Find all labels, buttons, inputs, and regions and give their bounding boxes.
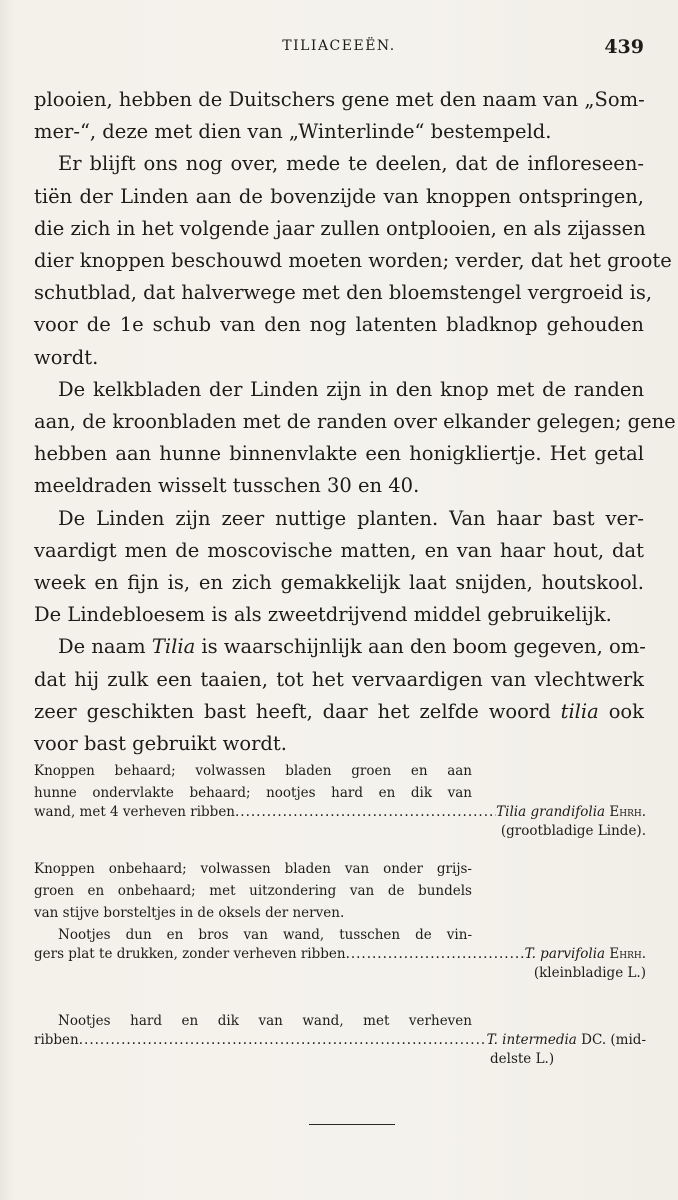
key-text: wand, met 4 verheven ribben bbox=[34, 804, 236, 820]
key-entry-onbehaard bbox=[34, 858, 646, 984]
text-line: De kelkbladen der Linden zijn in den knop met de randen bbox=[58, 377, 644, 401]
taxon-author: DC. (mid- bbox=[581, 1032, 646, 1048]
taxon-name bbox=[487, 1032, 646, 1048]
body-text bbox=[34, 84, 676, 760]
taxon-italic: Tilia grandifolia bbox=[496, 804, 606, 820]
common-name: (kleinbladige L.) bbox=[533, 965, 646, 981]
key-line-leader bbox=[34, 804, 646, 820]
text-run: is waarschijnlijk aan den boom gegeven, om- bbox=[195, 635, 646, 659]
common-name: delste L.) bbox=[490, 1051, 555, 1067]
page-number: 439 bbox=[604, 36, 644, 58]
text-run: De naam bbox=[58, 635, 152, 659]
taxon-italic: T. parvifolia bbox=[524, 946, 606, 962]
common-name: (grootbladige Linde). bbox=[500, 823, 646, 839]
text-run: zeer geschikten bast heeft, daar het zelfde woord bbox=[34, 699, 561, 723]
key-entry-intermedia bbox=[34, 1010, 646, 1070]
key-entry-grandifolia bbox=[34, 760, 646, 842]
key-text: Nootjes dun en bros van wand, tusschen de vin- bbox=[58, 927, 472, 943]
key-text: van stijve borsteltjes in de oksels der nerven. bbox=[34, 905, 345, 921]
section-end-rule bbox=[309, 1124, 395, 1125]
key-text: ribben bbox=[34, 1032, 79, 1048]
key-line bbox=[34, 880, 472, 902]
key-text: Nootjes hard en dik van wand, met verheven bbox=[58, 1013, 472, 1029]
text-line: mer-“, deze met dien van „Winterlinde“ bestempeld. bbox=[34, 120, 552, 144]
key-line-leader bbox=[34, 946, 646, 962]
text-line: dier knoppen beschouwd moeten worden; verder, dat het groote bbox=[34, 249, 672, 273]
text-line: meeldraden wisselt tusschen 30 en 40. bbox=[34, 474, 420, 498]
text-line: week en fijn is, en zich gemakkelijk laat snijden, houtskool. bbox=[34, 571, 644, 595]
taxon-italic: T. intermedia bbox=[486, 1032, 577, 1048]
text-line: voor bast gebruikt wordt. bbox=[34, 732, 287, 756]
running-head: TILIACEEËN. bbox=[282, 38, 396, 54]
taxon-author: Ehrh. bbox=[609, 946, 646, 962]
taxon-name bbox=[525, 946, 646, 962]
text-line: Er blijft ons nog over, mede te deelen, dat de infloreseen- bbox=[58, 152, 644, 176]
key-text: Knoppen onbehaard; volwassen bladen van onder grijs- bbox=[34, 861, 472, 877]
text-line: hebben aan hunne binnenvlakte een honigkliertje. Het getal bbox=[34, 442, 644, 466]
text-line: dat hij zulk een taaien, tot het vervaardigen van vlechtwerk bbox=[34, 667, 644, 691]
text-line: wordt. bbox=[34, 345, 99, 369]
taxon-name bbox=[496, 804, 646, 820]
text-run: ook bbox=[598, 699, 644, 723]
key-line bbox=[34, 924, 472, 946]
text-line: voor de 1e schub van den nog latenten bladknop gehouden bbox=[34, 313, 644, 337]
key-line bbox=[34, 782, 472, 804]
text-line: tiën der Linden aan de bovenzijde van knoppen ontspringen, bbox=[34, 184, 644, 208]
text-line bbox=[34, 631, 644, 663]
text-line: schutblad, dat halverwege met den bloemstengel vergroeid is, bbox=[34, 281, 653, 305]
text-line: aan, de kroonbladen met de randen over elkander gelegen; gene bbox=[34, 410, 676, 434]
key-text: gers plat te drukken, zonder verheven ribben bbox=[34, 946, 346, 962]
dot-leader bbox=[235, 804, 496, 820]
key-text: Knoppen behaard; volwassen bladen groen en aan bbox=[34, 763, 472, 779]
taxon-author: Ehrh. bbox=[609, 804, 646, 820]
text-line: die zich in het volgende jaar zullen ontplooien, en als zijassen bbox=[34, 216, 646, 240]
dot-leader bbox=[79, 1032, 487, 1048]
dot-leader bbox=[346, 946, 525, 962]
key-text: groen en onbehaard; met uitzondering van de bundels bbox=[34, 883, 472, 899]
text-line: De Lindebloesem is als zweetdrijvend middel gebruikelijk. bbox=[34, 603, 612, 627]
key-line bbox=[34, 760, 472, 782]
text-line: vaardigt men de moscovische matten, en van haar hout, dat bbox=[34, 538, 644, 562]
key-line bbox=[34, 858, 472, 880]
key-line-leader bbox=[34, 1032, 646, 1048]
text-line: plooien, hebben de Duitschers gene met den naam van „Som- bbox=[34, 88, 645, 111]
italic-word: tilia bbox=[560, 699, 599, 723]
key-text: hunne ondervlakte behaard; nootjes hard en dik van bbox=[34, 785, 472, 801]
italic-genus: Tilia bbox=[151, 635, 196, 659]
key-line bbox=[34, 1010, 472, 1032]
text-line: De Linden zijn zeer nuttige planten. Van haar bast ver- bbox=[58, 506, 644, 530]
text-line bbox=[34, 696, 644, 728]
